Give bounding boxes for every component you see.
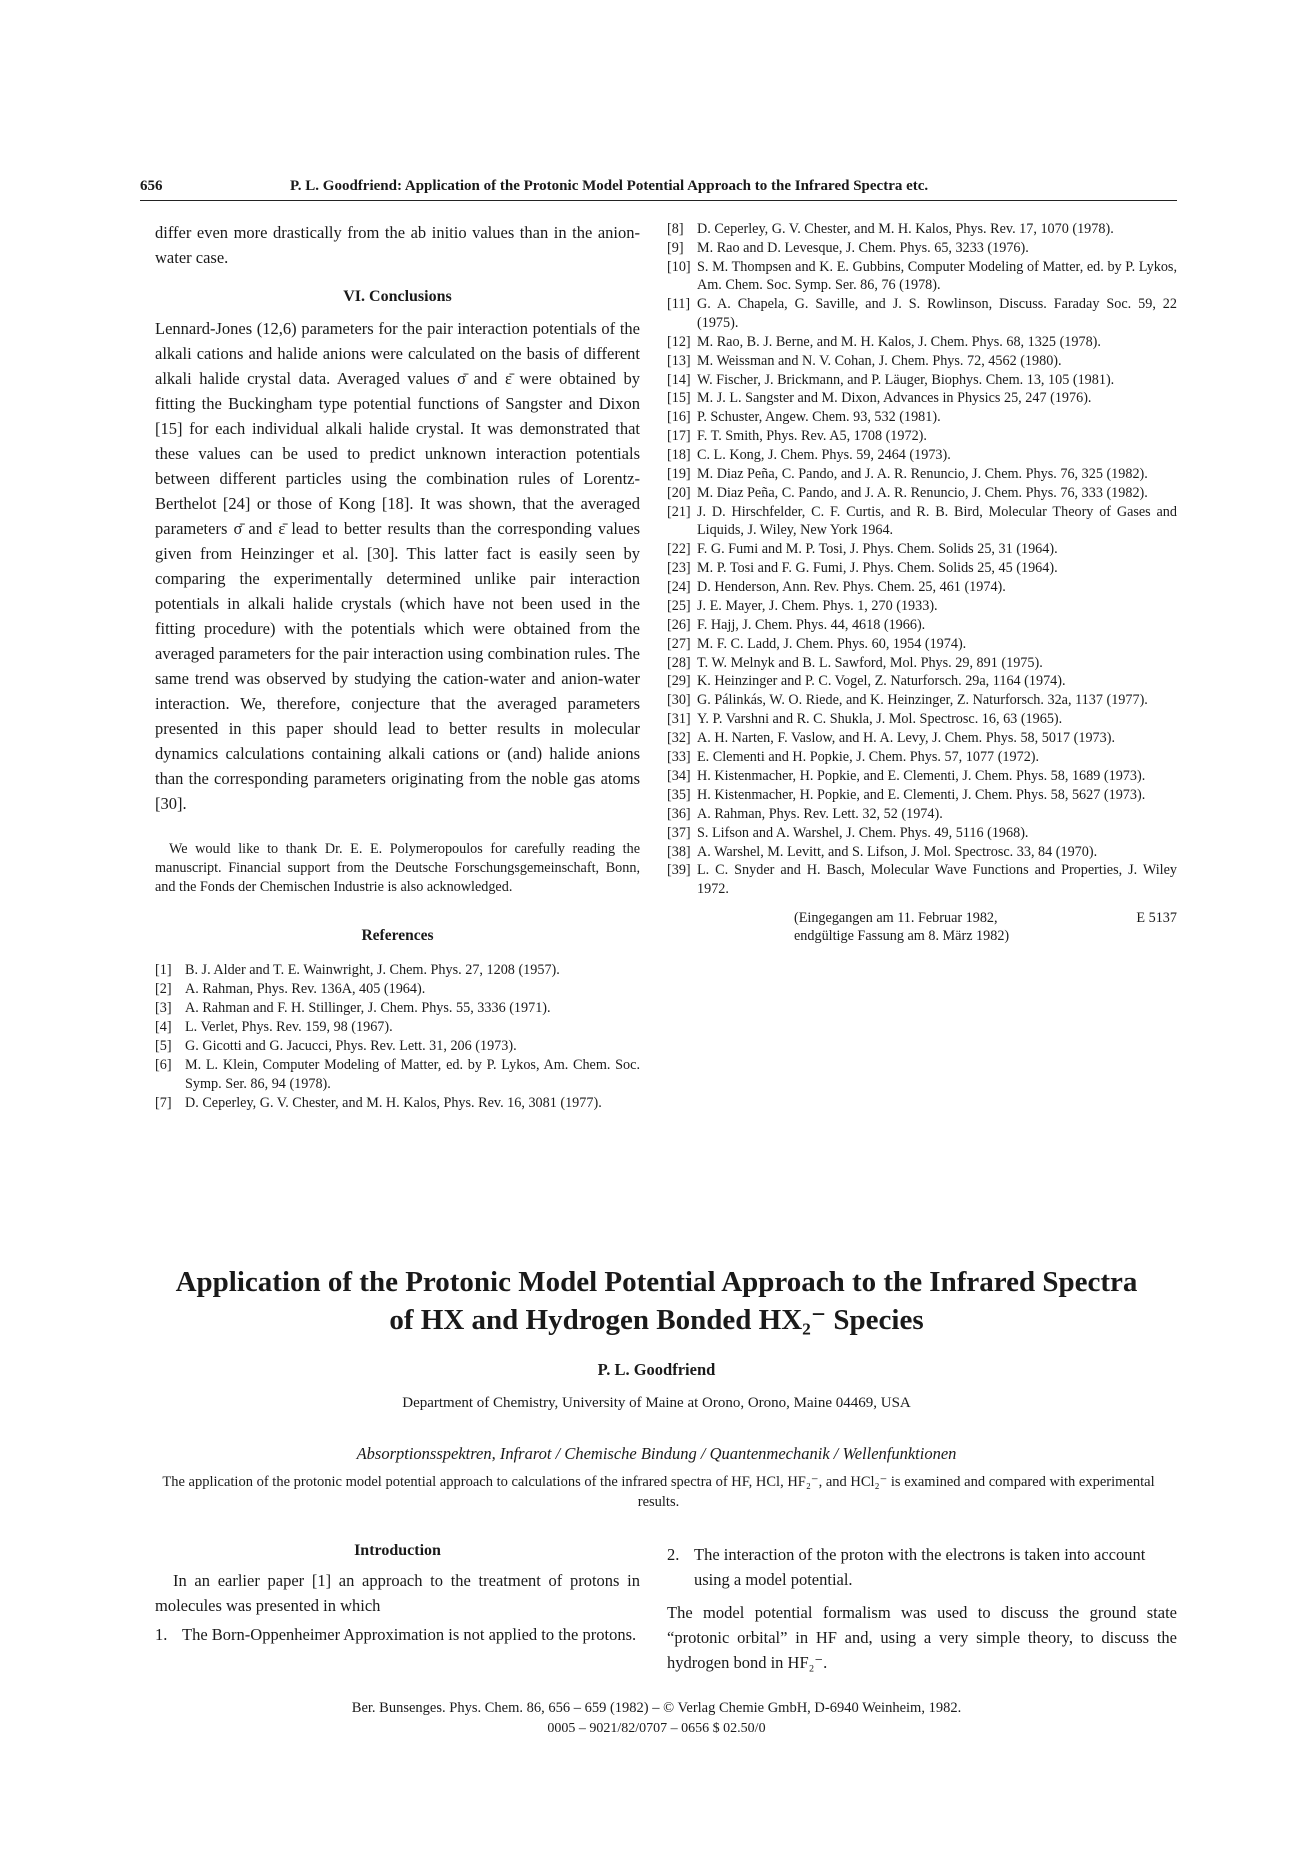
author-affiliation: Department of Chemistry, University of Maine at Orono, Orono, Maine 04469, USA bbox=[402, 1395, 911, 1411]
reference-text: F. T. Smith, Phys. Rev. A5, 1708 (1972). bbox=[697, 428, 927, 445]
reference-item bbox=[667, 805, 1177, 824]
reference-item bbox=[667, 748, 1177, 767]
reference-text: D. Ceperley, G. V. Chester, and M. H. Kalos, Phys. Rev. 17, 1070 (1978). bbox=[697, 221, 1114, 237]
reference-number: [19] bbox=[667, 465, 691, 482]
reference-item bbox=[667, 559, 1177, 578]
reference-number: [32] bbox=[667, 730, 691, 747]
conclusions-paragraph: Lennard-Jones (12,6) parameters for the pair interaction potentials of the alkali cations and halide anions were calculated on the basis of different alkali halide crystal data. Averaged values σ̄ and ε̄ were obtained by fitting the Buckingham type potential functions of Sangster and Dixon [15] for each individual alkali halide crystal. It was demonstrated that these values can be used to predict unknown interaction potentials between different particles using the combination rules of Lorentz-Berthelot [24] or those of Kong [18]. It was shown, that the averaged parameters σ̄ and ε̄ lead to better results than the corresponding values given from Heinzinger et al. [30]. This latter fact is easily seen by comparing the experimentally determined unlike pair interaction potentials in alkali halide crystals (which have not been used in the fitting procedure) with the potentials which were obtained from the averaged parameters for the pair interaction using combination rules. The same trend was observed by studying the cation-water and anion-water interaction. We, therefore, conjecture that the averaged parameters presented in this paper should lead to better results in molecular dynamics calculations containing alkali cations or (and) halide anions than the corresponding parameters originating from the noble gas atoms [30]. bbox=[155, 319, 640, 813]
reference-number: [25] bbox=[667, 597, 691, 614]
reference-text: B. J. Alder and T. E. Wainwright, J. Chem. Phys. 27, 1208 (1957). bbox=[185, 962, 560, 978]
reference-number: [8] bbox=[667, 221, 684, 237]
reference-number: [30] bbox=[667, 692, 691, 709]
reference-text: S. M. Thompsen and K. E. Gubbins, Computer Modeling of Matter, ed. by P. Lykos, Am. Chem. Soc. Symp. Ser. 86, 76 (1978). bbox=[697, 258, 1177, 294]
article-title-line-2: of HX and Hydrogen Bonded HX₂⁻ Species bbox=[389, 1304, 924, 1336]
reference-item bbox=[667, 540, 1177, 559]
reference-item bbox=[667, 220, 1177, 239]
reference-item bbox=[667, 371, 1177, 390]
reference-text: G. Gicotti and G. Jacucci, Phys. Rev. Lett. 31, 206 (1973). bbox=[185, 1038, 517, 1055]
reference-item bbox=[667, 729, 1177, 748]
reference-number: [18] bbox=[667, 447, 691, 464]
reference-item bbox=[667, 635, 1177, 654]
reference-item bbox=[155, 1056, 640, 1093]
article-title-line-1: Application of the Protonic Model Potential Approach to the Infrared Spectra bbox=[175, 1266, 1138, 1298]
reference-text: W. Fischer, J. Brickmann, and P. Läuger, Biophys. Chem. 13, 105 (1981). bbox=[697, 371, 1115, 388]
reference-number: [29] bbox=[667, 673, 691, 690]
reference-text: A. Rahman, Phys. Rev. Lett. 32, 52 (1974). bbox=[697, 805, 943, 822]
received-line-2: endgültige Fassung am 8. März 1982) bbox=[794, 928, 1010, 945]
reference-text: M. Diaz Peña, C. Pando, and J. A. R. Renuncio, J. Chem. Phys. 76, 325 (1982). bbox=[697, 465, 1148, 482]
reference-number: [12] bbox=[667, 333, 691, 350]
reference-item bbox=[667, 691, 1177, 710]
reference-number: [26] bbox=[667, 616, 691, 633]
article-title bbox=[120, 1263, 1193, 1339]
reference-text: A. Rahman and F. H. Stillinger, J. Chem. Phys. 55, 3336 (1971). bbox=[185, 1000, 551, 1017]
list-item-text: The Born-Oppenheimer Approximation is not applied to the protons. bbox=[182, 1625, 637, 1644]
reference-item bbox=[667, 578, 1177, 597]
article-author: P. L. Goodfriend bbox=[597, 1360, 716, 1379]
reference-item bbox=[667, 710, 1177, 729]
reference-number: [1] bbox=[155, 962, 172, 978]
list-item-text: The interaction of the proton with the electrons is taken into account using a model potential. bbox=[694, 1545, 1146, 1589]
continuation-paragraph: differ even more drastically from the ab initio values than in the anion-water case. bbox=[155, 223, 640, 267]
introduction-heading: Introduction bbox=[354, 1542, 441, 1559]
reference-item bbox=[667, 484, 1177, 503]
reference-text: S. Lifson and A. Warshel, J. Chem. Phys. 49, 5116 (1968). bbox=[697, 824, 1029, 841]
reference-item bbox=[667, 786, 1177, 805]
reference-number: [5] bbox=[155, 1038, 172, 1055]
right-column bbox=[667, 220, 1177, 949]
reference-text: G. Pálinkás, W. O. Riede, and K. Heinzinger, Z. Naturforsch. 32a, 1137 (1977). bbox=[697, 692, 1148, 709]
reference-item bbox=[667, 824, 1177, 843]
reference-number: [9] bbox=[667, 239, 684, 256]
manuscript-code: E 5137 bbox=[1136, 909, 1177, 926]
list-item bbox=[155, 1622, 640, 1647]
reference-text: M. J. L. Sangster and M. Dixon, Advances in Physics 25, 247 (1976). bbox=[697, 390, 1092, 407]
reference-item bbox=[667, 239, 1177, 258]
reference-number: [23] bbox=[667, 560, 691, 577]
reference-number: [24] bbox=[667, 579, 691, 596]
introduction-paragraph: In an earlier paper [1] an approach to the treatment of protons in molecules was presented in which bbox=[155, 1571, 640, 1615]
reference-number: [33] bbox=[667, 749, 691, 766]
reference-text: M. Rao and D. Levesque, J. Chem. Phys. 65, 3233 (1976). bbox=[697, 239, 1029, 256]
reference-item bbox=[667, 446, 1177, 465]
reference-text: P. Schuster, Angew. Chem. 93, 532 (1981). bbox=[697, 409, 941, 426]
reference-number: [13] bbox=[667, 352, 691, 369]
reference-number: [39] bbox=[667, 862, 691, 879]
reference-item bbox=[667, 767, 1177, 786]
reference-text: A. Rahman, Phys. Rev. 136A, 405 (1964). bbox=[185, 981, 426, 998]
reference-number: [3] bbox=[155, 1000, 172, 1017]
reference-item bbox=[667, 616, 1177, 635]
page-number: 656 bbox=[140, 178, 163, 194]
reference-text: H. Kistenmacher, H. Popkie, and E. Clementi, J. Chem. Phys. 58, 5627 (1973). bbox=[697, 786, 1146, 803]
reference-number: [36] bbox=[667, 805, 691, 822]
reference-number: [20] bbox=[667, 484, 691, 501]
reference-number: [4] bbox=[155, 1019, 172, 1036]
conclusions-heading: VI. Conclusions bbox=[343, 288, 452, 305]
reference-item bbox=[667, 427, 1177, 446]
reference-text: K. Heinzinger and P. C. Vogel, Z. Naturforsch. 29a, 1164 (1974). bbox=[697, 673, 1066, 690]
reference-item bbox=[155, 1094, 640, 1113]
reference-item bbox=[667, 258, 1177, 295]
reference-number: [22] bbox=[667, 541, 691, 558]
reference-item bbox=[155, 961, 640, 980]
left-column bbox=[155, 220, 640, 1113]
abstract: The application of the protonic model potential approach to calculations of the infrared spectra of HF, HCl, HF₂⁻, and HCl₂⁻ is examined and compared with experimental results. bbox=[162, 1474, 1155, 1510]
introduction-left bbox=[155, 1542, 640, 1647]
reference-list-right bbox=[667, 220, 1177, 899]
reference-item bbox=[667, 597, 1177, 616]
keywords: Absorptionsspektren, Infrarot / Chemische Bindung / Quantenmechanik / Wellenfunktionen bbox=[356, 1444, 957, 1463]
reference-number: [2] bbox=[155, 981, 172, 998]
reference-item bbox=[155, 999, 640, 1018]
reference-number: [34] bbox=[667, 767, 691, 784]
reference-text: D. Ceperley, G. V. Chester, and M. H. Kalos, Phys. Rev. 16, 3081 (1977). bbox=[185, 1095, 602, 1112]
reference-number: [38] bbox=[667, 843, 691, 860]
running-title: P. L. Goodfriend: Application of the Protonic Model Potential Approach to the Infrared Spectra etc. bbox=[290, 178, 929, 194]
reference-number: [6] bbox=[155, 1057, 172, 1074]
reference-number: [15] bbox=[667, 390, 691, 407]
reference-text: E. Clementi and H. Popkie, J. Chem. Phys. 57, 1077 (1972). bbox=[697, 749, 1040, 766]
received-line-1: (Eingegangen am 11. Februar 1982, bbox=[794, 909, 998, 926]
received-dates bbox=[667, 909, 1177, 949]
list-item-number: 2. bbox=[667, 1545, 680, 1564]
reference-item bbox=[155, 1018, 640, 1037]
reference-item bbox=[667, 465, 1177, 484]
reference-text: A. H. Narten, F. Vaslow, and H. A. Levy, J. Chem. Phys. 58, 5017 (1973). bbox=[697, 730, 1116, 747]
introduction-right bbox=[667, 1542, 1177, 1675]
reference-text: T. W. Melnyk and B. L. Sawford, Mol. Phys. 29, 891 (1975). bbox=[697, 654, 1043, 671]
reference-text: D. Henderson, Ann. Rev. Phys. Chem. 25, 461 (1974). bbox=[697, 579, 1006, 596]
introduction-paragraph-2: The model potential formalism was used to discuss the ground state “protonic orbital” in HF and, using a very simple theory, to discuss the hydrogen bond in HF₂⁻. bbox=[667, 1603, 1177, 1672]
reference-text: L. C. Snyder and H. Basch, Molecular Wave Functions and Properties, J. Wiley 1972. bbox=[697, 862, 1177, 897]
reference-text: M. Weissman and N. V. Cohan, J. Chem. Phys. 72, 4562 (1980). bbox=[697, 352, 1062, 369]
reference-text: M. F. C. Ladd, J. Chem. Phys. 60, 1954 (1974). bbox=[697, 635, 967, 652]
reference-number: [35] bbox=[667, 786, 691, 803]
acknowledgement: We would like to thank Dr. E. E. Polymeropoulos for carefully reading the manuscript. Financial support from the Deutsche Forschungsgemeinschaft, Bonn, and the Fonds der Chemischen Industrie is also acknowledged. bbox=[155, 841, 640, 895]
reference-number: [17] bbox=[667, 428, 691, 445]
reference-item bbox=[155, 980, 640, 999]
reference-text: J. E. Mayer, J. Chem. Phys. 1, 270 (1933). bbox=[697, 597, 938, 614]
reference-number: [31] bbox=[667, 711, 691, 728]
list-item bbox=[667, 1542, 1177, 1592]
reference-text: M. Diaz Peña, C. Pando, and J. A. R. Renuncio, J. Chem. Phys. 76, 333 (1982). bbox=[697, 484, 1148, 501]
reference-text: C. L. Kong, J. Chem. Phys. 59, 2464 (1973). bbox=[697, 447, 951, 464]
reference-number: [21] bbox=[667, 503, 691, 520]
reference-text: A. Warshel, M. Levitt, and S. Lifson, J. Mol. Spectrosc. 33, 84 (1970). bbox=[697, 843, 1098, 860]
reference-item bbox=[667, 503, 1177, 540]
reference-item bbox=[667, 333, 1177, 352]
reference-item bbox=[155, 1037, 640, 1056]
reference-number: [28] bbox=[667, 654, 691, 671]
journal-citation: Ber. Bunsenges. Phys. Chem. 86, 656 – 659 (1982) – © Verlag Chemie GmbH, D-6940 Weinheim, 1982. bbox=[351, 1700, 962, 1716]
reference-item bbox=[667, 672, 1177, 691]
reference-list-left bbox=[155, 961, 640, 1113]
reference-text: Y. P. Varshni and R. C. Shukla, J. Mol. Spectrosc. 16, 63 (1965). bbox=[697, 711, 1063, 728]
reference-text: G. A. Chapela, G. Saville, and J. S. Rowlinson, Discuss. Faraday Soc. 59, 22 (1975). bbox=[697, 296, 1177, 331]
reference-item bbox=[667, 654, 1177, 673]
reference-number: [11] bbox=[667, 296, 691, 313]
reference-text: M. L. Klein, Computer Modeling of Matter, ed. by P. Lykos, Am. Chem. Soc. Symp. Ser. 86, 94 (1978). bbox=[185, 1057, 640, 1093]
reference-number: [37] bbox=[667, 824, 691, 841]
reference-text: M. P. Tosi and F. G. Fumi, J. Phys. Chem. Solids 25, 45 (1964). bbox=[697, 560, 1058, 577]
list-item-number: 1. bbox=[155, 1625, 168, 1644]
reference-text: H. Kistenmacher, H. Popkie, and E. Clementi, J. Chem. Phys. 58, 1689 (1973). bbox=[697, 767, 1146, 784]
reference-text: F. Hajj, J. Chem. Phys. 44, 4618 (1966). bbox=[697, 616, 926, 633]
references-heading: References bbox=[361, 927, 434, 944]
running-header bbox=[140, 178, 1177, 201]
reference-number: [10] bbox=[667, 258, 691, 275]
reference-item bbox=[667, 295, 1177, 332]
reference-number: [14] bbox=[667, 371, 691, 388]
reference-text: M. Rao, B. J. Berne, and M. H. Kalos, J. Chem. Phys. 68, 1325 (1978). bbox=[697, 333, 1101, 350]
reference-text: L. Verlet, Phys. Rev. 159, 98 (1967). bbox=[185, 1019, 393, 1036]
journal-code: 0005 – 9021/82/0707 – 0656 $ 02.50/0 bbox=[547, 1721, 766, 1736]
reference-number: [16] bbox=[667, 409, 691, 426]
reference-text: F. G. Fumi and M. P. Tosi, J. Phys. Chem. Solids 25, 31 (1964). bbox=[697, 541, 1058, 558]
reference-number: [27] bbox=[667, 635, 691, 652]
reference-item bbox=[667, 861, 1177, 898]
reference-item bbox=[667, 843, 1177, 862]
reference-number: [7] bbox=[155, 1095, 172, 1112]
reference-item bbox=[667, 389, 1177, 408]
reference-item bbox=[667, 352, 1177, 371]
reference-item bbox=[667, 408, 1177, 427]
reference-text: J. D. Hirschfelder, C. F. Curtis, and R. B. Bird, Molecular Theory of Gases and Liquids, J. Wiley, New York 1964. bbox=[697, 503, 1177, 539]
